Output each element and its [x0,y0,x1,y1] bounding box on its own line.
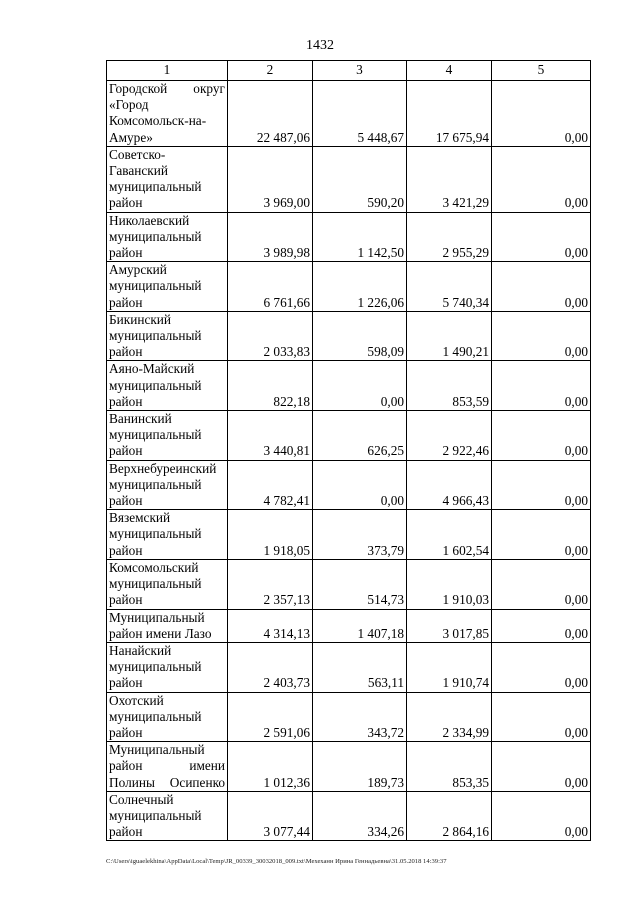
value-cell-c2: 2 357,13 [228,559,313,609]
value-cell-c3: 590,20 [313,146,407,212]
row-name-line: Муниципальный [109,742,205,758]
table-row [107,791,591,841]
value-cell-c4: 853,59 [407,361,492,411]
row-name-line: Верхнебуреинский [109,460,217,476]
row-name-line: муниципальный [109,659,202,675]
value-cell-c2: 3 969,00 [228,146,313,212]
row-name-line: Амуре» [109,129,153,145]
column-header: 3 [313,61,407,81]
row-name-cell [107,791,228,841]
value-cell-c4: 2 864,16 [407,791,492,841]
row-name-cell [107,146,228,212]
value-cell-c4: 3 421,29 [407,146,492,212]
value-cell-c2: 4 782,41 [228,460,313,510]
value-cell-c3: 626,25 [313,411,407,461]
value-cell-c2: 2 403,73 [228,642,313,692]
table-row [107,361,591,411]
row-name-cell [107,460,228,510]
value-cell-c5: 0,00 [492,146,591,212]
table-row [107,510,591,560]
row-name-line: Вяземский [109,510,171,526]
row-name-line: район имени [109,758,225,774]
row-name-line: Комсомольск-на- [109,113,207,129]
row-name-line: Гаванский [109,163,168,179]
value-cell-c4: 1 910,03 [407,559,492,609]
page-number: 1432 [306,38,334,53]
row-name-line: Солнечный [109,791,174,807]
row-name-line: Ванинский [109,411,172,427]
column-header: 1 [107,61,228,81]
value-cell-c5: 0,00 [492,262,591,312]
data-table [106,60,591,841]
row-name-line: муниципальный [109,328,202,344]
value-cell-c4: 4 966,43 [407,460,492,510]
table-row [107,642,591,692]
row-name-cell [107,361,228,411]
value-cell-c4: 2 922,46 [407,411,492,461]
row-name-line: муниципальный [109,526,202,542]
row-name-line: район [109,344,143,360]
row-name-line: Городской округ [109,81,225,96]
row-name-line: район [109,294,143,310]
value-cell-c2: 2 033,83 [228,311,313,361]
value-cell-c3: 189,73 [313,742,407,792]
value-cell-c3: 334,26 [313,791,407,841]
value-cell-c5: 0,00 [492,742,591,792]
row-name-cell [107,81,228,147]
value-cell-c3: 1 407,18 [313,609,407,642]
value-cell-c4: 5 740,34 [407,262,492,312]
row-name-line: Полины Осипенко [109,774,225,790]
value-cell-c4: 2 955,29 [407,212,492,262]
row-name-cell [107,411,228,461]
table-row [107,146,591,212]
row-name-cell [107,692,228,742]
row-name-line: Аяно-Майский [109,361,195,377]
column-header: 4 [407,61,492,81]
value-cell-c3: 563,11 [313,642,407,692]
table-row [107,742,591,792]
row-name-line: Советско- [109,146,166,162]
row-name-line: Охотский [109,692,164,708]
value-cell-c5: 0,00 [492,642,591,692]
value-cell-c4: 1 490,21 [407,311,492,361]
value-cell-c2: 3 989,98 [228,212,313,262]
value-cell-c5: 0,00 [492,609,591,642]
table-header-row [107,61,591,81]
row-name-line: район [109,195,143,211]
value-cell-c3: 0,00 [313,460,407,510]
table-row [107,460,591,510]
row-name-cell [107,510,228,560]
row-name-cell [107,262,228,312]
value-cell-c5: 0,00 [492,212,591,262]
value-cell-c2: 1 012,36 [228,742,313,792]
value-cell-c4: 3 017,85 [407,609,492,642]
row-name-line: район [109,592,143,608]
value-cell-c4: 2 334,99 [407,692,492,742]
value-cell-c5: 0,00 [492,791,591,841]
value-cell-c2: 822,18 [228,361,313,411]
row-name-line: муниципальный [109,476,202,492]
row-name-line: муниципальный [109,377,202,393]
table-row [107,609,591,642]
value-cell-c2: 4 314,13 [228,609,313,642]
row-name-line: муниципальный [109,807,202,823]
row-name-line: Комсомольский [109,559,199,575]
table-row [107,81,591,147]
row-name-line: Амурский [109,262,167,278]
column-header: 2 [228,61,313,81]
row-name-cell [107,212,228,262]
value-cell-c5: 0,00 [492,510,591,560]
row-name-cell [107,559,228,609]
value-cell-c5: 0,00 [492,361,591,411]
row-name-cell [107,642,228,692]
row-name-cell [107,742,228,792]
table-row [107,212,591,262]
value-cell-c3: 343,72 [313,692,407,742]
table-row [107,411,591,461]
row-name-line: Бикинский [109,311,172,327]
value-cell-c4: 17 675,94 [407,81,492,147]
row-name-line: муниципальный [109,708,202,724]
row-name-line: муниципальный [109,576,202,592]
value-cell-c2: 6 761,66 [228,262,313,312]
value-cell-c5: 0,00 [492,692,591,742]
value-cell-c4: 1 602,54 [407,510,492,560]
value-cell-c5: 0,00 [492,460,591,510]
value-cell-c2: 1 918,05 [228,510,313,560]
value-cell-c3: 0,00 [313,361,407,411]
table-row [107,311,591,361]
table-row [107,692,591,742]
row-name-line: муниципальный [109,278,202,294]
row-name-line: муниципальный [109,179,202,195]
row-name-line: муниципальный [109,228,202,244]
row-name-line: район [109,393,143,409]
row-name-line: район [109,542,143,558]
value-cell-c4: 853,35 [407,742,492,792]
row-name-line: «Город [109,97,149,113]
column-header: 5 [492,61,591,81]
value-cell-c5: 0,00 [492,81,591,147]
value-cell-c3: 1 226,06 [313,262,407,312]
value-cell-c2: 3 077,44 [228,791,313,841]
row-name-line: район [109,245,143,261]
row-name-line: район [109,443,143,459]
value-cell-c2: 3 440,81 [228,411,313,461]
row-name-line: Муниципальный [109,609,205,625]
value-cell-c5: 0,00 [492,559,591,609]
value-cell-c2: 2 591,06 [228,692,313,742]
value-cell-c5: 0,00 [492,311,591,361]
footer-file-path: C:\Users\iguaelekhina\AppData\Local\Temp\JR_00339_30032018_009.txt\Мехеханн Ирина Геннадьевна\31.05.2018 14:39:37 [106,858,447,865]
value-cell-c3: 514,73 [313,559,407,609]
value-cell-c3: 373,79 [313,510,407,560]
value-cell-c3: 5 448,67 [313,81,407,147]
value-cell-c3: 1 142,50 [313,212,407,262]
row-name-line: район имени Лазо [109,625,212,641]
row-name-line: Николаевский [109,212,190,228]
row-name-line: район [109,675,143,691]
row-name-line: Нанайский [109,642,172,658]
row-name-line: муниципальный [109,427,202,443]
row-name-cell [107,311,228,361]
row-name-line: район [109,724,143,740]
value-cell-c4: 1 910,74 [407,642,492,692]
table-row [107,262,591,312]
value-cell-c2: 22 487,06 [228,81,313,147]
value-cell-c3: 598,09 [313,311,407,361]
value-cell-c5: 0,00 [492,411,591,461]
row-name-line: район [109,824,143,840]
row-name-cell [107,609,228,642]
table-row [107,559,591,609]
row-name-line: район [109,493,143,509]
